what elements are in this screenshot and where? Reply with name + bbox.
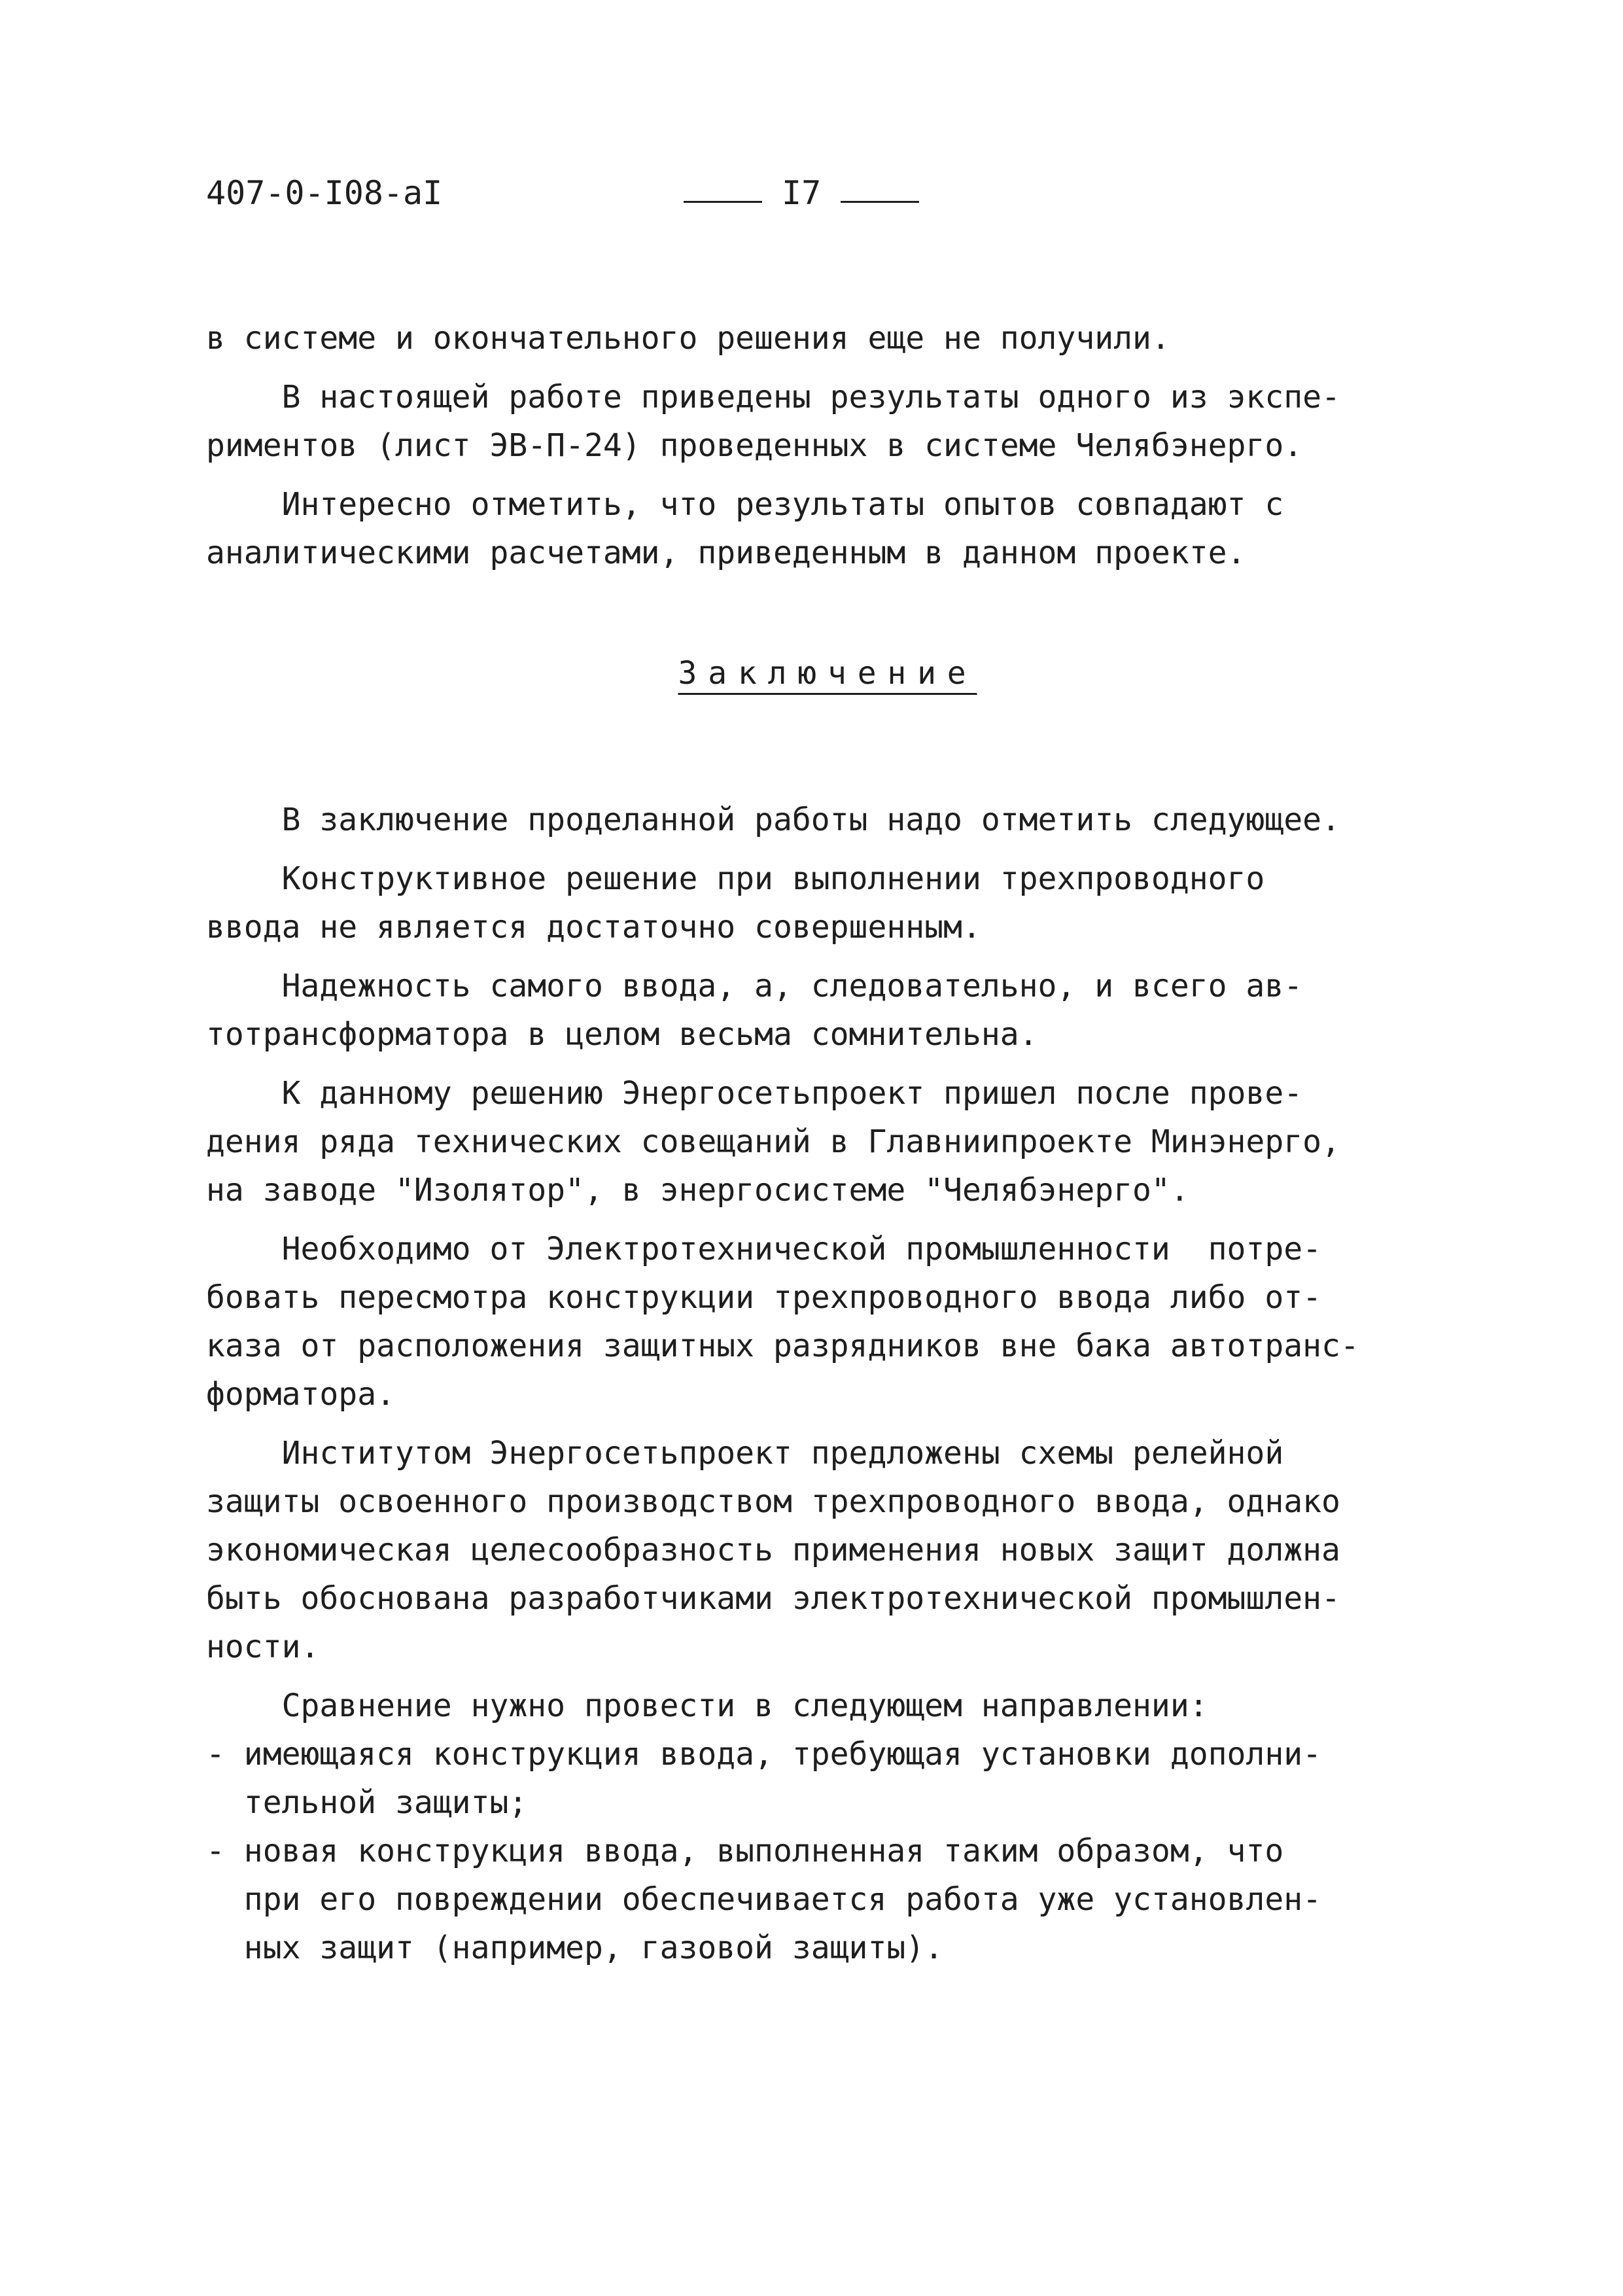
list-item-line: - имеющаяся конструкция ввода, требующая установки дополни- — [206, 1736, 1322, 1773]
intro-paragraphs — [206, 314, 1449, 577]
text-line: ности. — [206, 1629, 320, 1665]
text-line: Сравнение нужно провести в следующем направлении: — [206, 1687, 1208, 1724]
text-line: в системе и окончательного решения еще не получили. — [206, 320, 1170, 357]
text-line: на заводе "Изолятор", в энергосистеме "Челябэнерго". — [206, 1172, 1189, 1209]
text-line: В заключение проделанной работы надо отметить следующее. — [206, 802, 1340, 838]
text-line: Интересно отметить, что результаты опытов совпадают с — [206, 486, 1284, 523]
paragraph — [206, 962, 1449, 1059]
section-heading — [206, 649, 1449, 698]
text-line: В настоящей работе приведены результаты одного из экспе- — [206, 379, 1340, 415]
text-line: Надежность самого ввода, а, следовательно, и всего ав- — [206, 968, 1303, 1004]
page-header — [206, 167, 1122, 219]
list-item-line: ных защит (например, газовой защиты). — [206, 1930, 944, 1966]
paragraph — [206, 1069, 1449, 1214]
list-item-line: тельной защиты; — [206, 1784, 528, 1821]
document-code: 407-0-I08-aI — [206, 174, 443, 212]
paragraph — [206, 1682, 1449, 1972]
text-line: К данному решению Энергосетьпроект пришел после прове- — [206, 1075, 1303, 1112]
text-line: Конструктивное решение при выполнении трехпроводного — [206, 860, 1265, 897]
page-number-right-dash — [841, 201, 919, 203]
page-number: I7 — [782, 174, 822, 212]
text-line: ввода не является достаточно совершенным. — [206, 909, 981, 945]
text-line: защиты освоенного производством трехпроводного ввода, однако — [206, 1483, 1340, 1520]
document-body — [206, 314, 1449, 1972]
list-item-line: - новая конструкция ввода, выполненная таким образом, что — [206, 1833, 1284, 1869]
text-line: бовать пересмотра конструкции трехпроводного ввода либо от- — [206, 1279, 1322, 1316]
text-line: Необходимо от Электротехнической промышленности потре- — [206, 1231, 1322, 1267]
text-line: Институтом Энергосетьпроект предложены схемы релейной — [206, 1435, 1284, 1472]
page-number-left-dash — [684, 201, 762, 203]
conclusion-section — [206, 796, 1449, 1972]
paragraph — [206, 1225, 1449, 1419]
text-line: каза от расположения защитных разрядников вне бака автотранс- — [206, 1328, 1359, 1364]
text-line: дения ряда технических совещаний в Главниипроекте Минэнерго, — [206, 1123, 1340, 1160]
text-line: быть обоснована разработчиками электротехнической промышлен- — [206, 1580, 1340, 1617]
paragraph — [206, 1429, 1449, 1671]
text-line: аналитическими расчетами, приведенным в данном проекте. — [206, 535, 1246, 571]
paragraph — [206, 796, 1449, 844]
paragraph — [206, 855, 1449, 951]
text-line: тотрансформатора в целом весьма сомнительна. — [206, 1016, 1038, 1053]
heading-text: Заключение — [678, 655, 977, 692]
text-line: риментов (лист ЭВ-П-24) проведенных в системе Челябэнерго. — [206, 427, 1303, 464]
text-line: форматора. — [206, 1376, 395, 1413]
page-number-block — [664, 167, 939, 219]
text-line: экономическая целесообразность применения новых защит должна — [206, 1532, 1340, 1568]
list-item-line: при его повреждении обеспечивается работа уже установлен- — [206, 1881, 1322, 1918]
